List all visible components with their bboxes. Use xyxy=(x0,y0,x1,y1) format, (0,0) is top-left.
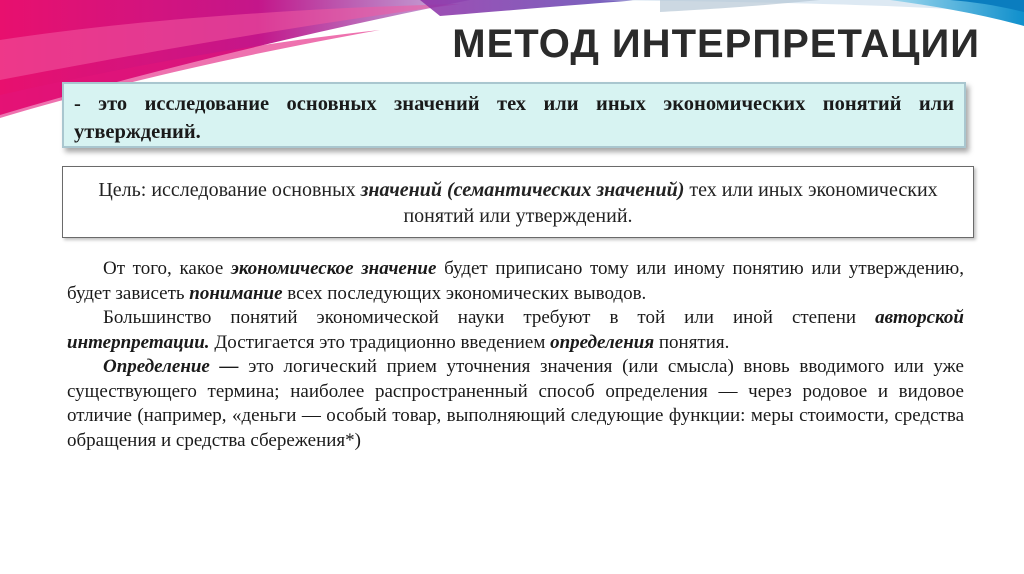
paragraph-3 xyxy=(67,355,964,453)
goal-box xyxy=(62,166,974,238)
slide-title: МЕТОД ИНТЕРПРЕТАЦИИ xyxy=(452,22,980,66)
goal-text-part1: исследование основных xyxy=(146,179,361,201)
paragraph-2-text-a: Большинство понятий экономической науки требуют в той или иной степени xyxy=(103,307,876,328)
paragraph-2 xyxy=(67,306,964,355)
paragraph-1-emphasis-b: понимание xyxy=(189,282,283,304)
paragraph-3-emphasis: Определение — xyxy=(103,356,239,377)
goal-text-part2: тех или иных экономических понятий или утверждений. xyxy=(403,179,938,227)
paragraph-2-emphasis-b: определения xyxy=(550,331,655,353)
goal-label: Цель: xyxy=(98,179,147,201)
goal-emphasis: значений (семантических значений) xyxy=(360,179,685,201)
definition-box xyxy=(62,82,966,148)
paragraph-1-text-a: От того, какое xyxy=(103,258,231,279)
paragraph-2-text-b: Достигается это традиционно введением xyxy=(209,331,551,353)
paragraph-1-emphasis-a: экономическое значение xyxy=(230,258,437,279)
body-text xyxy=(67,257,964,453)
definition-text: - это исследование основных значений тех или иных экономических понятий или утверждений. xyxy=(74,93,954,143)
paragraph-2-text-c: понятия. xyxy=(654,331,730,353)
paragraph-3-text: это логический прием уточнения значения (или смысла) вновь вводимого или уже существующего термина; наиболее распространенный способ определения — через родовое и видовое отличие (например, «деньги — особый товар, выполняющий следующие функции: меры стоимости, средства обращения и средства сбережения*) xyxy=(67,356,964,451)
paragraph-1 xyxy=(67,257,964,306)
paragraph-1-text-b: будет приписано тому или иному понятию или утверждению, будет зависеть xyxy=(67,258,965,304)
paragraph-1-text-c: всех последующих экономических выводов. xyxy=(282,282,647,304)
paragraph-2-emphasis-a: авторской интерпретации. xyxy=(67,307,964,353)
